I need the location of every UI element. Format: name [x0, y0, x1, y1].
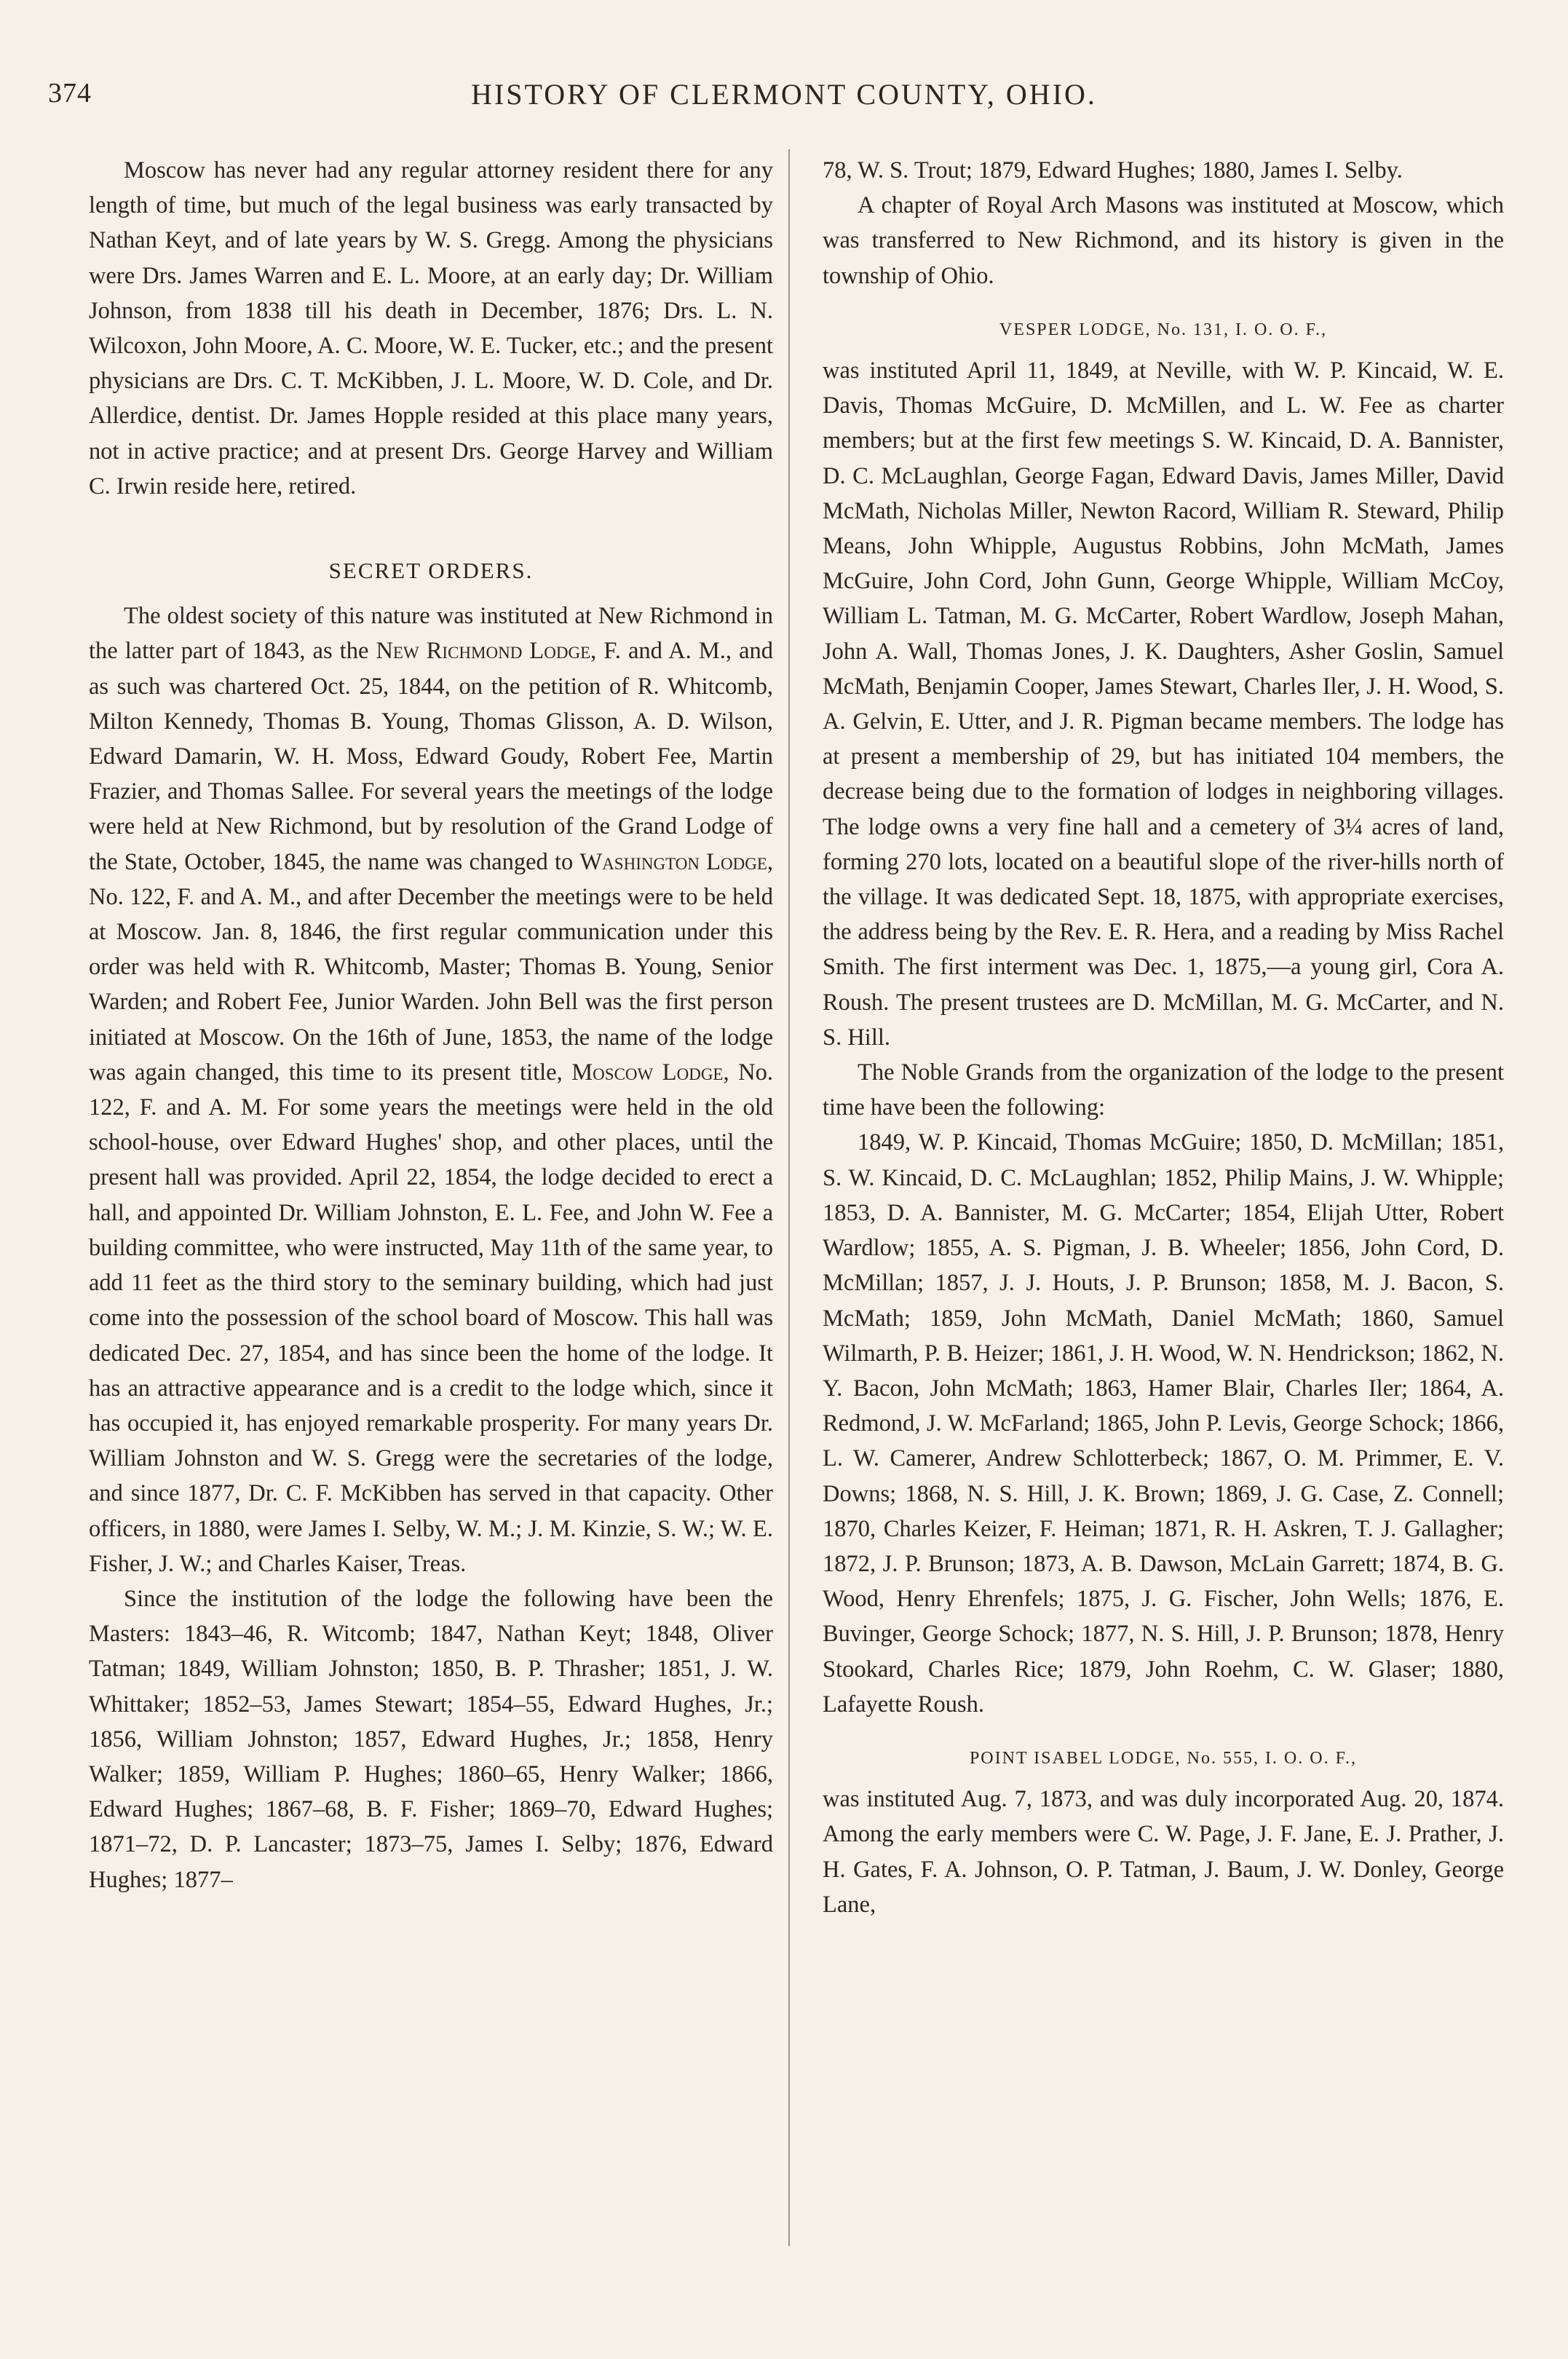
text-run: , No. 122, F. and A. M., and after December the meetings were to be held at Moscow. Jan. 8, 1846, the first regular communication under this order was held with R. Whitcomb, Master; Thomas B. Young, Senior Warden; and Robert Fee, Junior Warden. John Bell was the first person initiated at Moscow. On the 16th of June, 1853, the name of the lodge was again changed, this time to its present title, [89, 848, 773, 1086]
left-column [89, 153, 773, 1897]
lodge-title-vesper: VESPER LODGE, No. 131, I. O. O. F., [999, 320, 1328, 339]
paragraph-noble-grands-intro: The Noble Grands from the organization of the lodge to the present time have been the following: [823, 1059, 1504, 1121]
paragraph-point-isabel-lodge: was instituted Aug. 7, 1873, and was duly incorporated Aug. 20, 1874. Among the early members were C. W. Page, J. F. Jane, E. J. Prather, J. H. Gates, F. A. Johnson, O. P. Tatman, J. Baum, J. W. Donley, George Lane, [823, 1786, 1504, 1918]
paragraph-attorneys-physicians: Moscow has never had any regular attorney resident there for any length of time, but much of the legal business was early transacted by Nathan Keyt, and of late years by W. S. Gregg. Among the physicians were Drs. James Warren and E. L. Moore, at an early day; Dr. William Johnson, from 1838 till his death in December, 1876; Drs. L. N. Wilcoxon, John Moore, A. C. Moore, W. E. Tucker, etc.; and the present physicians are Drs. C. T. McKibben, J. L. Moore, W. D. Cole, and Dr. Allerdice, dentist. Dr. James Hopple resided at this place many years, not in active practice; and at present Drs. George Harvey and William C. Irwin reside here, retired. [89, 157, 773, 499]
running-title: HISTORY OF CLERMONT COUNTY, OHIO. [471, 78, 1097, 111]
lodge-name-new-richmond: New Richmond Lodge [376, 638, 591, 665]
paragraph-vesper-lodge: was instituted April 11, 1849, at Neville, with W. P. Kincaid, W. E. Davis, Thomas McGuire, D. McMillen, and L. W. Fee as charter members; but at the first few meetings S. W. Kincaid, D. A. Bannister, D. C. McLaughlan, George Fagan, Edward Davis, James Miller, David McMath, Nicholas Miller, Newton Racord, William R. Steward, Philip Means, John Whipple, Augustus Robbins, John McMath, James McGuire, John Cord, John Gunn, George Whipple, William McCoy, William L. Tatman, M. G. McCarter, Robert Wardlow, Joseph Mahan, John A. Wall, Thomas Jones, J. K. Daughters, Asher Goslin, Samuel McMath, Benjamin Cooper, James Stewart, Charles Iler, J. H. Wood, S. A. Gelvin, E. Utter, and J. R. Pigman became members. The lodge has at present a membership of 29, but has initiated 104 members, the decrease being due to the formation of lodges in neighboring villages. The lodge owns a very fine hall and a cemetery of 3¼ acres of land, forming 270 lots, located on a beautiful slope of the river-hills north of the village. It was dedicated Sept. 18, 1875, with appropriate exercises, the address being by the Rev. E. R. Hera, and a reading by Miss Rachel Smith. The first interment was Dec. 1, 1875,—a young girl, Cora A. Roush. The present trustees are D. McMillan, M. G. McCarter, and N. S. Hill. [823, 357, 1504, 1051]
lodge-title-point-isabel: POINT ISABEL LODGE, No. 555, I. O. O. F., [969, 1748, 1358, 1768]
lodge-name-moscow: Moscow Lodge [571, 1059, 724, 1086]
paragraph-masters-list: Since the institution of the lodge the following have been the Masters: 1843–46, R. Witcomb; 1847, Nathan Keyt; 1848, Oliver Tatman; 1849, William Johnston; 1850, B. P. Thrasher; 1851, J. W. Whittaker; 1852–53, James Stewart; 1854–55, Edward Hughes, Jr.; 1856, William Johnston; 1857, Edward Hughes, Jr.; 1858, Henry Walker; 1859, William P. Hughes; 1860–65, Henry Walker; 1866, Edward Hughes; 1867–68, B. F. Fisher; 1869–70, Edward Hughes; 1871–72, D. P. Lancaster; 1873–75, James I. Selby; 1876, Edward Hughes; 1877– [89, 1585, 773, 1893]
page-header [0, 70, 1568, 128]
column-divider [788, 149, 790, 2246]
paragraph-noble-grands-list: 1849, W. P. Kincaid, Thomas McGuire; 1850, D. McMillan; 1851, S. W. Kincaid, D. C. McLaughlan; 1852, Philip Mains, J. W. Whipple; 1853, D. A. Bannister, M. G. McCarter; 1854, Elijah Utter, Robert Wardlow; 1855, A. S. Pigman, J. B. Wheeler; 1856, John Cord, D. McMillan; 1857, J. J. Houts, J. P. Brunson; 1858, M. J. Bacon, S. McMath; 1859, John McMath, Daniel McMath; 1860, Samuel Wilmarth, P. B. Heizer; 1861, J. H. Wood, W. N. Hendrickson; 1862, N. Y. Bacon, John McMath; 1863, Hamer Blair, Charles Iler; 1864, A. Redmond, J. W. McFarland; 1865, John P. Levis, George Schock; 1866, L. W. Camerer, Andrew Schlotterbeck; 1867, O. M. Primmer, E. V. Downs; 1868, N. S. Hill, J. K. Brown; 1869, J. G. Case, Z. Connell; 1870, Charles Keizer, F. Heiman; 1871, R. H. Askren, T. J. Gallagher; 1872, J. P. Brunson; 1873, A. B. Dawson, McLain Garrett; 1874, B. G. Wood, Henry Ehrenfels; 1875, J. G. Fischer, John Wells; 1876, E. Buvinger, George Schock; 1877, N. S. Hill, J. P. Brunson; 1878, Henry Stookard, Charles Rice; 1879, John Roehm, C. W. Glaser; 1880, Lafayette Roush. [823, 1129, 1504, 1718]
page-number: 374 [48, 78, 92, 108]
paragraph-royal-arch: A chapter of Royal Arch Masons was instituted at Moscow, which was transferred to New Richmond, and its history is given in the township of Ohio. [823, 192, 1504, 289]
paragraph-masters-continued: 78, W. S. Trout; 1879, Edward Hughes; 1880, James I. Selby. [823, 157, 1403, 183]
right-column [823, 153, 1504, 1922]
lodge-name-washington: Washington Lodge [579, 848, 767, 875]
paragraph-masonic-lodge [89, 598, 773, 1581]
text-run: , F. and A. M., and as such was chartered Oct. 25, 1844, on the petition of R. Whitcomb, Milton Kennedy, Thomas B. Young, Thomas Glisson, A. D. Wilson, Edward Damarin, W. H. Moss, Edward Goudy, Robert Fee, Martin Frazier, and Thomas Sallee. For several years the meetings of the lodge were held at New Richmond, but by resolution of the Grand Lodge of the State, October, 1845, the name was changed to [89, 638, 773, 875]
section-title-secret-orders: SECRET ORDERS. [328, 558, 534, 584]
text-run: , No. 122, F. and A. M. For some years the meetings were held in the old school-house, over Edward Hughes' shop, and other places, until the present hall was provided. April 22, 1854, the lodge decided to erect a hall, and appointed Dr. William Johnston, E. L. Fee, and John W. Fee a building committee, who were instructed, May 11th of the same year, to add 11 feet as the third story to the seminary building, which had just come into the possession of the school board of Moscow. This hall was dedicated Dec. 27, 1854, and has since been the home of the lodge. It has an attractive appearance and is a credit to the lodge which, since it has occupied it, has enjoyed remarkable prosperity. For many years Dr. William Johnston and W. S. Gregg were the secretaries of the lodge, and since 1877, Dr. C. F. McKibben has served in that capacity. Other officers, in 1880, were James I. Selby, W. M.; J. M. Kinzie, S. W.; W. E. Fisher, J. W.; and Charles Kaiser, Treas. [89, 1059, 773, 1577]
text-run: The oldest society of this nature was instituted at New Richmond in the latter part of 1843, as the [89, 603, 773, 665]
